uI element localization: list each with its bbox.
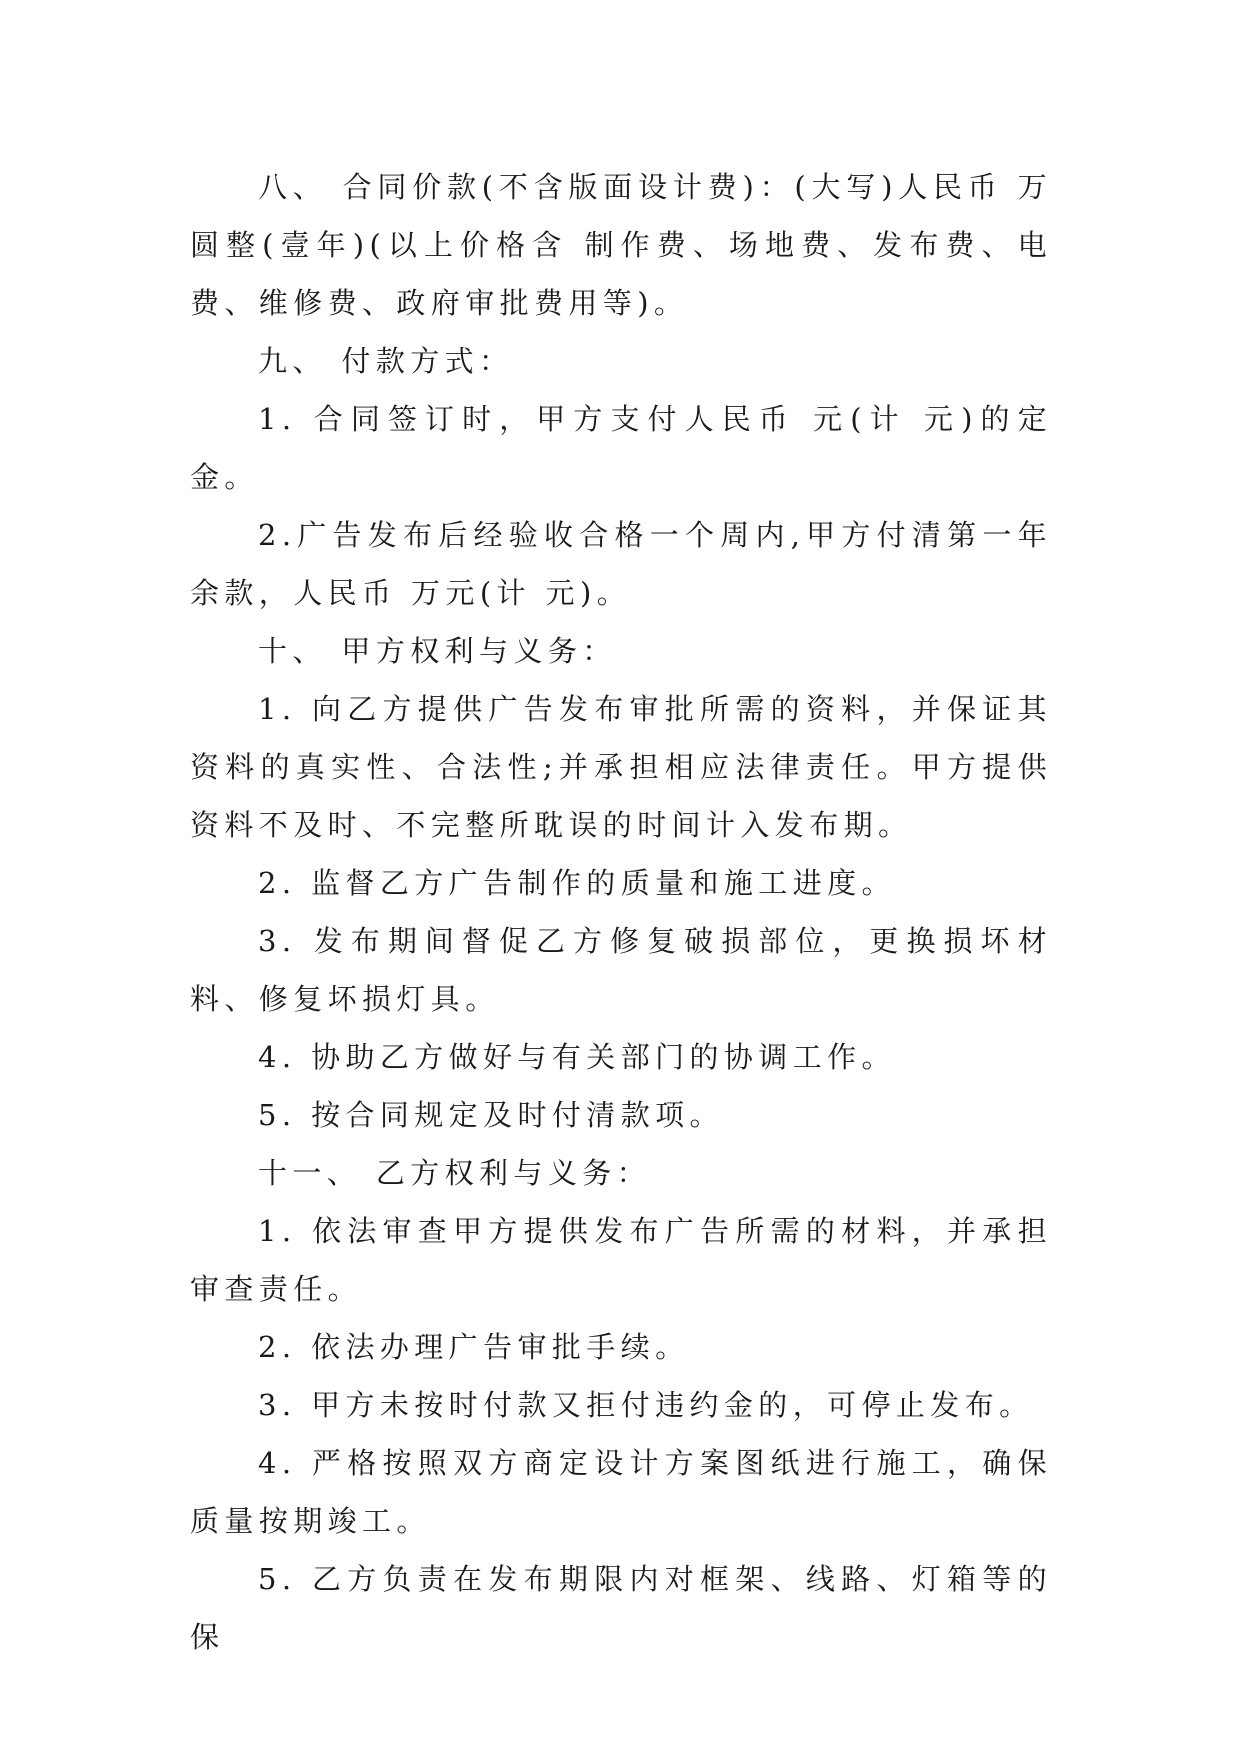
party-b-item-4: 4. 严格按照双方商定设计方案图纸进行施工，确保质量按期竣工。 bbox=[190, 1446, 1052, 1538]
party-b-item-5: 5. 乙方负责在发布期限内对框架、线路、灯箱等的保 bbox=[190, 1562, 1052, 1654]
party-a-item-4: 4. 协助乙方做好与有关部门的协调工作。 bbox=[258, 1040, 896, 1074]
document-body bbox=[190, 158, 1052, 1666]
party-a-item-1: 1. 向乙方提供广告发布审批所需的资料，并保证其资料的真实性、合法性;并承担相应法律责任。甲方提供资料不及时、不完整所耽误的时间计入发布期。 bbox=[190, 692, 1052, 842]
party-b-item-1: 1. 依法审查甲方提供发布广告所需的材料，并承担审查责任。 bbox=[190, 1214, 1052, 1306]
party-a-item-2: 2. 监督乙方广告制作的质量和施工进度。 bbox=[258, 866, 896, 900]
section-9-payment-method: 九、 付款方式： bbox=[258, 344, 514, 378]
section-11-party-b-rights: 十一、 乙方权利与义务： bbox=[258, 1156, 652, 1190]
party-a-item-3: 3. 发布期间督促乙方修复破损部位，更换损坏材料、修复坏损灯具。 bbox=[190, 924, 1052, 1016]
payment-item-2: 2.广告发布后经验收合格一个周内,甲方付清第一年余款，人民币 万元(计 元)。 bbox=[190, 518, 1052, 610]
section-10-party-a-rights: 十、 甲方权利与义务： bbox=[258, 634, 617, 668]
party-a-item-5: 5. 按合同规定及时付清款项。 bbox=[258, 1098, 724, 1132]
party-b-item-2: 2. 依法办理广告审批手续。 bbox=[258, 1330, 690, 1364]
section-8-contract-price: 八、 合同价款(不含版面设计费)：(大写)人民币 万圆整(壹年)(以上价格含 制作费、场地费、发布费、电费、维修费、政府审批费用等)。 bbox=[190, 170, 1052, 320]
party-b-item-3: 3. 甲方未按时付款又拒付违约金的，可停止发布。 bbox=[258, 1388, 1034, 1422]
payment-item-1: 1. 合同签订时，甲方支付人民币 元(计 元)的定金。 bbox=[190, 402, 1052, 494]
